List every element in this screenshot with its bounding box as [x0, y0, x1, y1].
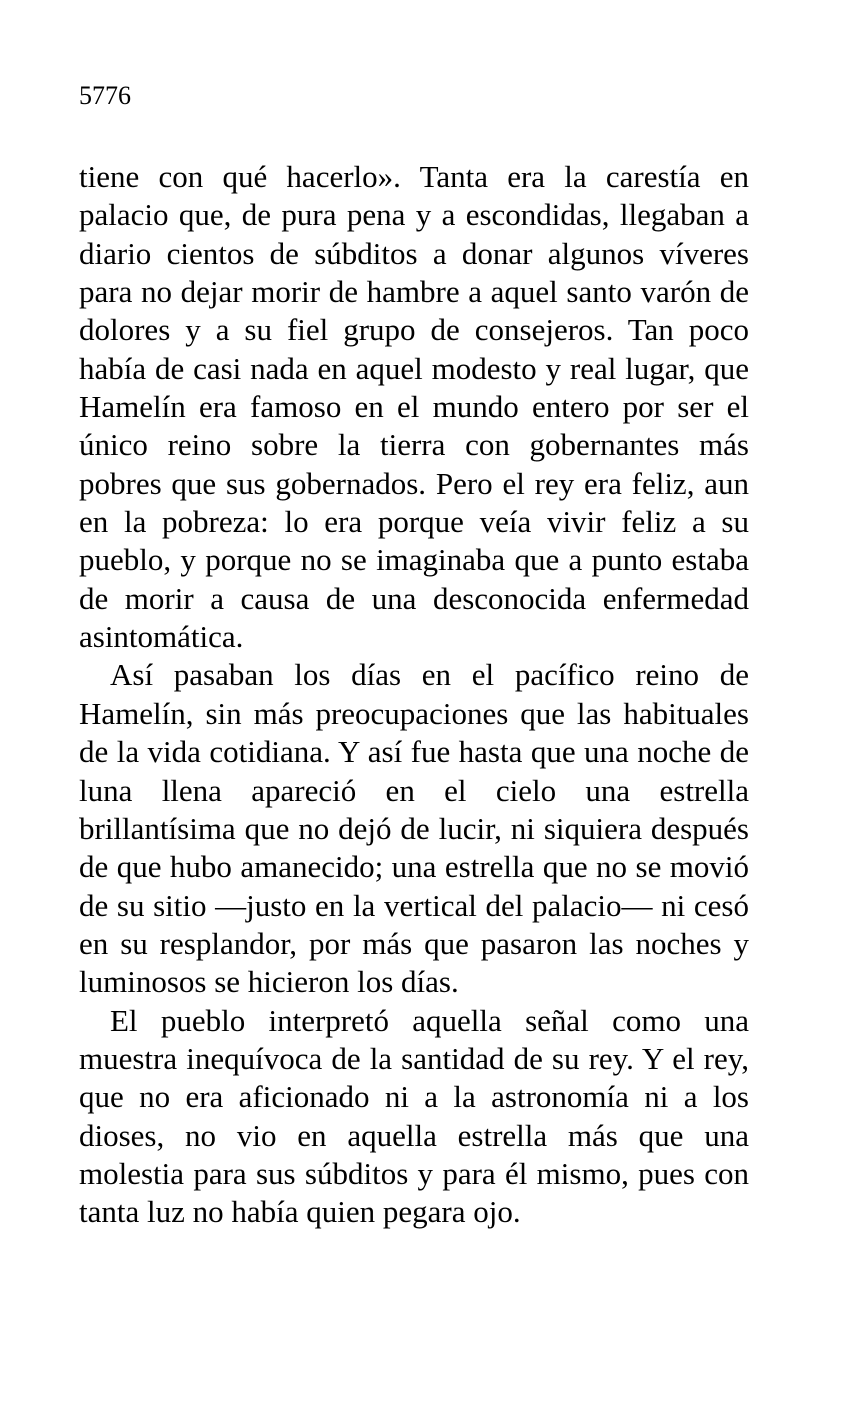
- paragraph: Así pasaban los días en el pacífico reino de Hamelín, sin más preocupaciones que las habituales de la vida cotidiana. Y así fue hasta que una noche de luna llena apareció en el cielo una estrella brillantísima que no dejó de lucir, ni siquiera después de que hubo amanecido; una estrella que no se movió de su sitio —justo en la vertical del palacio— ni cesó en su resplandor, por más que pasaron las noches y luminosos se hicieron los días.: [79, 657, 749, 1000]
- paragraph: El pueblo interpretó aquella señal como una muestra inequívoca de la santidad de su rey. Y el rey, que no era aficionado ni a la astronomía ni a los dioses, no vio en aquella estrella más que una molestia para sus súbditos y para él mismo, pues con tanta luz no había quien pegara ojo.: [79, 1002, 749, 1230]
- page-number: 5776: [79, 81, 131, 110]
- page-body: [79, 158, 749, 1232]
- paragraph-continued: tiene con qué hacerlo». Tanta era la carestía en palacio que, de pura pena y a escondidas, llegaban a diario cientos de súbditos a donar algunos víveres para no dejar morir de hambre a aquel santo varón de dolores y a su fiel grupo de consejeros. Tan poco había de casi nada en aquel modesto y real lugar, que Hamelín era famoso en el mundo entero por ser el único reino sobre la tierra con gobernantes más pobres que sus gobernados. Pero el rey era feliz, aun en la pobreza: lo era porque veía vivir feliz a su pueblo, y porque no se imaginaba que a punto estaba de morir a causa de una desconocida enfermedad asintomática.: [79, 159, 749, 655]
